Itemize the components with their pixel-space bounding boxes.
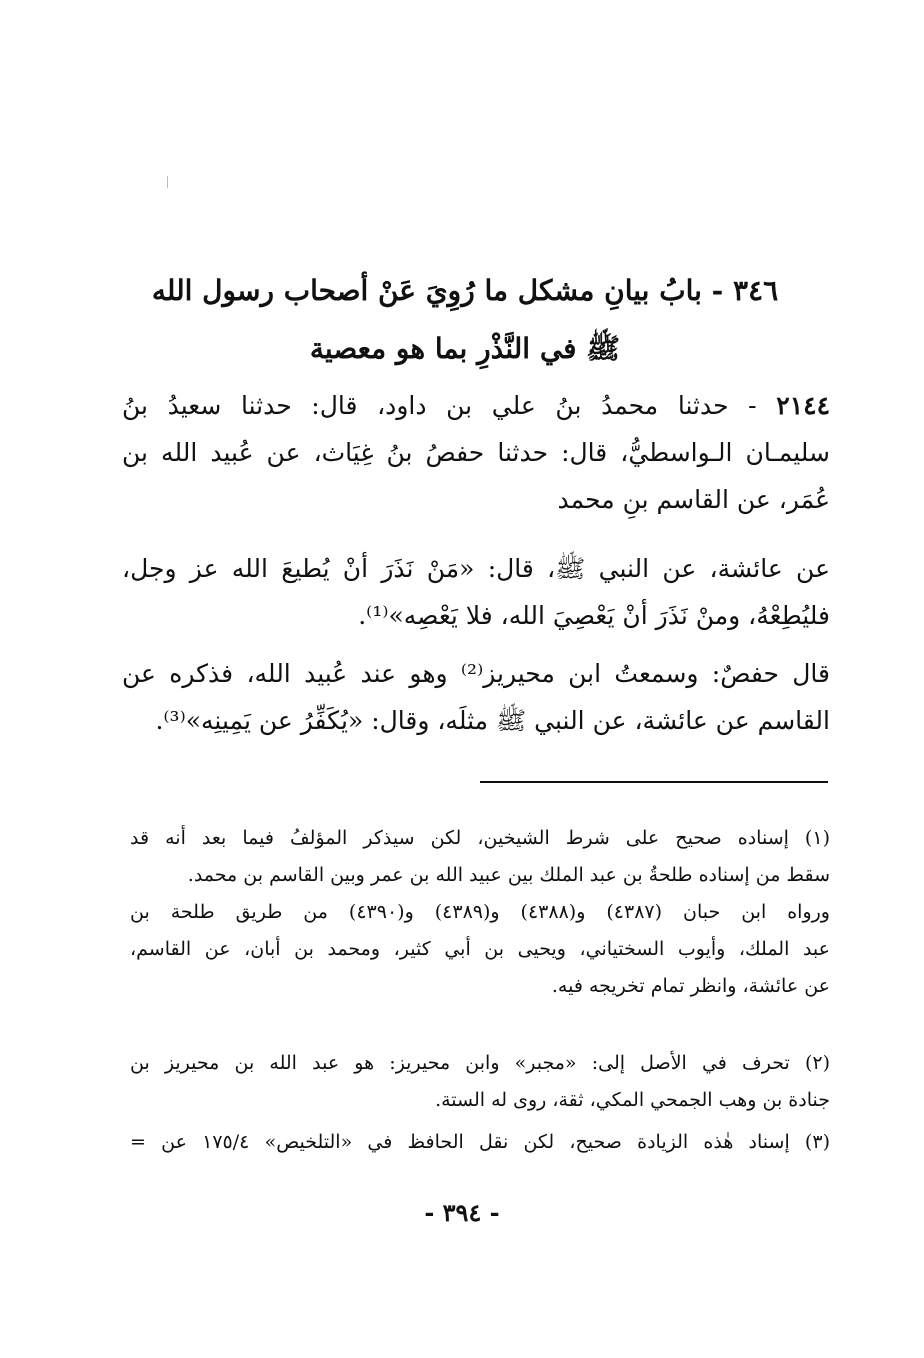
footnote-3 bbox=[130, 1124, 830, 1161]
footnote-1-line-5: عن عائشة، وانظر تمام تخريجه فيه. bbox=[551, 975, 830, 997]
footnote-separator bbox=[480, 781, 828, 783]
hadith-matn bbox=[122, 545, 830, 639]
matn-line-1: عن عائشة، عن النبي ﷺ، قال: «مَنْ نَذَرَ أنْ يُطيعَ الله عز وجل، bbox=[122, 554, 830, 583]
hadith-isnad bbox=[122, 382, 830, 523]
hadith-addition bbox=[122, 650, 830, 744]
addition-line-1: قال حفصٌ: وسمعتُ ابن محيريز⁽²⁾ وهو عند عُبيد الله، فذكره عن bbox=[122, 659, 830, 688]
footnote-1-line-2: سقط من إسناده طلحةُ بن عبد الملك بين عبيد الله بن عمر وبين القاسم بن محمد. bbox=[187, 864, 830, 886]
isnad-line-3: عُمَر، عن القاسم بنِ محمد bbox=[557, 485, 830, 514]
matn-line-2: فليُطِعْهُ، ومنْ نَذَرَ أنْ يَعْصِيَ الله، فلا يَعْصِه»⁽¹⁾. bbox=[358, 601, 830, 630]
chapter-heading-line-2: ﷺ في النَّذْرِ بما هو معصية bbox=[309, 332, 621, 365]
footnote-1-line-4: عبد الملك، وأيوب السختياني، ويحيى بن أبي كثير، ومحمد بن أبان، عن القاسم، bbox=[130, 938, 830, 960]
addition-line-2: القاسم عن عائشة، عن النبي ﷺ مثلَه، وقال: «يُكَفِّرُ عن يَمِينِه»⁽³⁾. bbox=[155, 706, 830, 735]
footnote-1 bbox=[130, 820, 830, 1005]
footnote-3-line-1: (٣) إسناد هٰذه الزيادة صحيح، لكن نقل الحافظ في «التلخيص» ١٧٥/٤ عن = bbox=[130, 1131, 830, 1153]
footnote-1-line-3: ورواه ابن حبان (٤٣٨٧) و(٤٣٨٨) و(٤٣٨٩) و(٤٣٩٠) من طريق طلحة بن bbox=[130, 901, 830, 923]
hadith-number: ٢١٤٤ bbox=[776, 391, 830, 420]
isnad-line-1-text: - حدثنا محمدُ بنُ علي بن داود، قال: حدثنا سعيدُ بنُ bbox=[122, 391, 757, 420]
footnote-1-line-1: (١) إسناده صحيح على شرط الشيخين، لكن سيذكر المؤلفُ فيما بعد أنه قد bbox=[130, 827, 830, 849]
margin-mark bbox=[167, 176, 168, 188]
isnad-line-1 bbox=[122, 382, 830, 429]
chapter-heading bbox=[110, 262, 820, 378]
footnote-2-line-2: جنادة بن وهب الجمحي المكي، ثقة، روى له الستة. bbox=[435, 1089, 830, 1111]
chapter-heading-line-1: ٣٤٦ - بابُ بيانِ مشكل ما رُوِيَ عَنْ أصحاب رسول الله bbox=[151, 274, 779, 307]
footnote-2-line-1: (٢) تحرف في الأصل إلى: «مجبر» وابن محيريز: هو عبد الله بن محيريز بن bbox=[130, 1052, 830, 1074]
page-number: - ٣٩٤ - bbox=[424, 1198, 500, 1227]
isnad-line-2: سليمـان الـواسطيُّ، قال: حدثنا حفصُ بنُ غِيَاث، عن عُبيد الله بن bbox=[122, 438, 830, 467]
footnote-2 bbox=[130, 1045, 830, 1119]
